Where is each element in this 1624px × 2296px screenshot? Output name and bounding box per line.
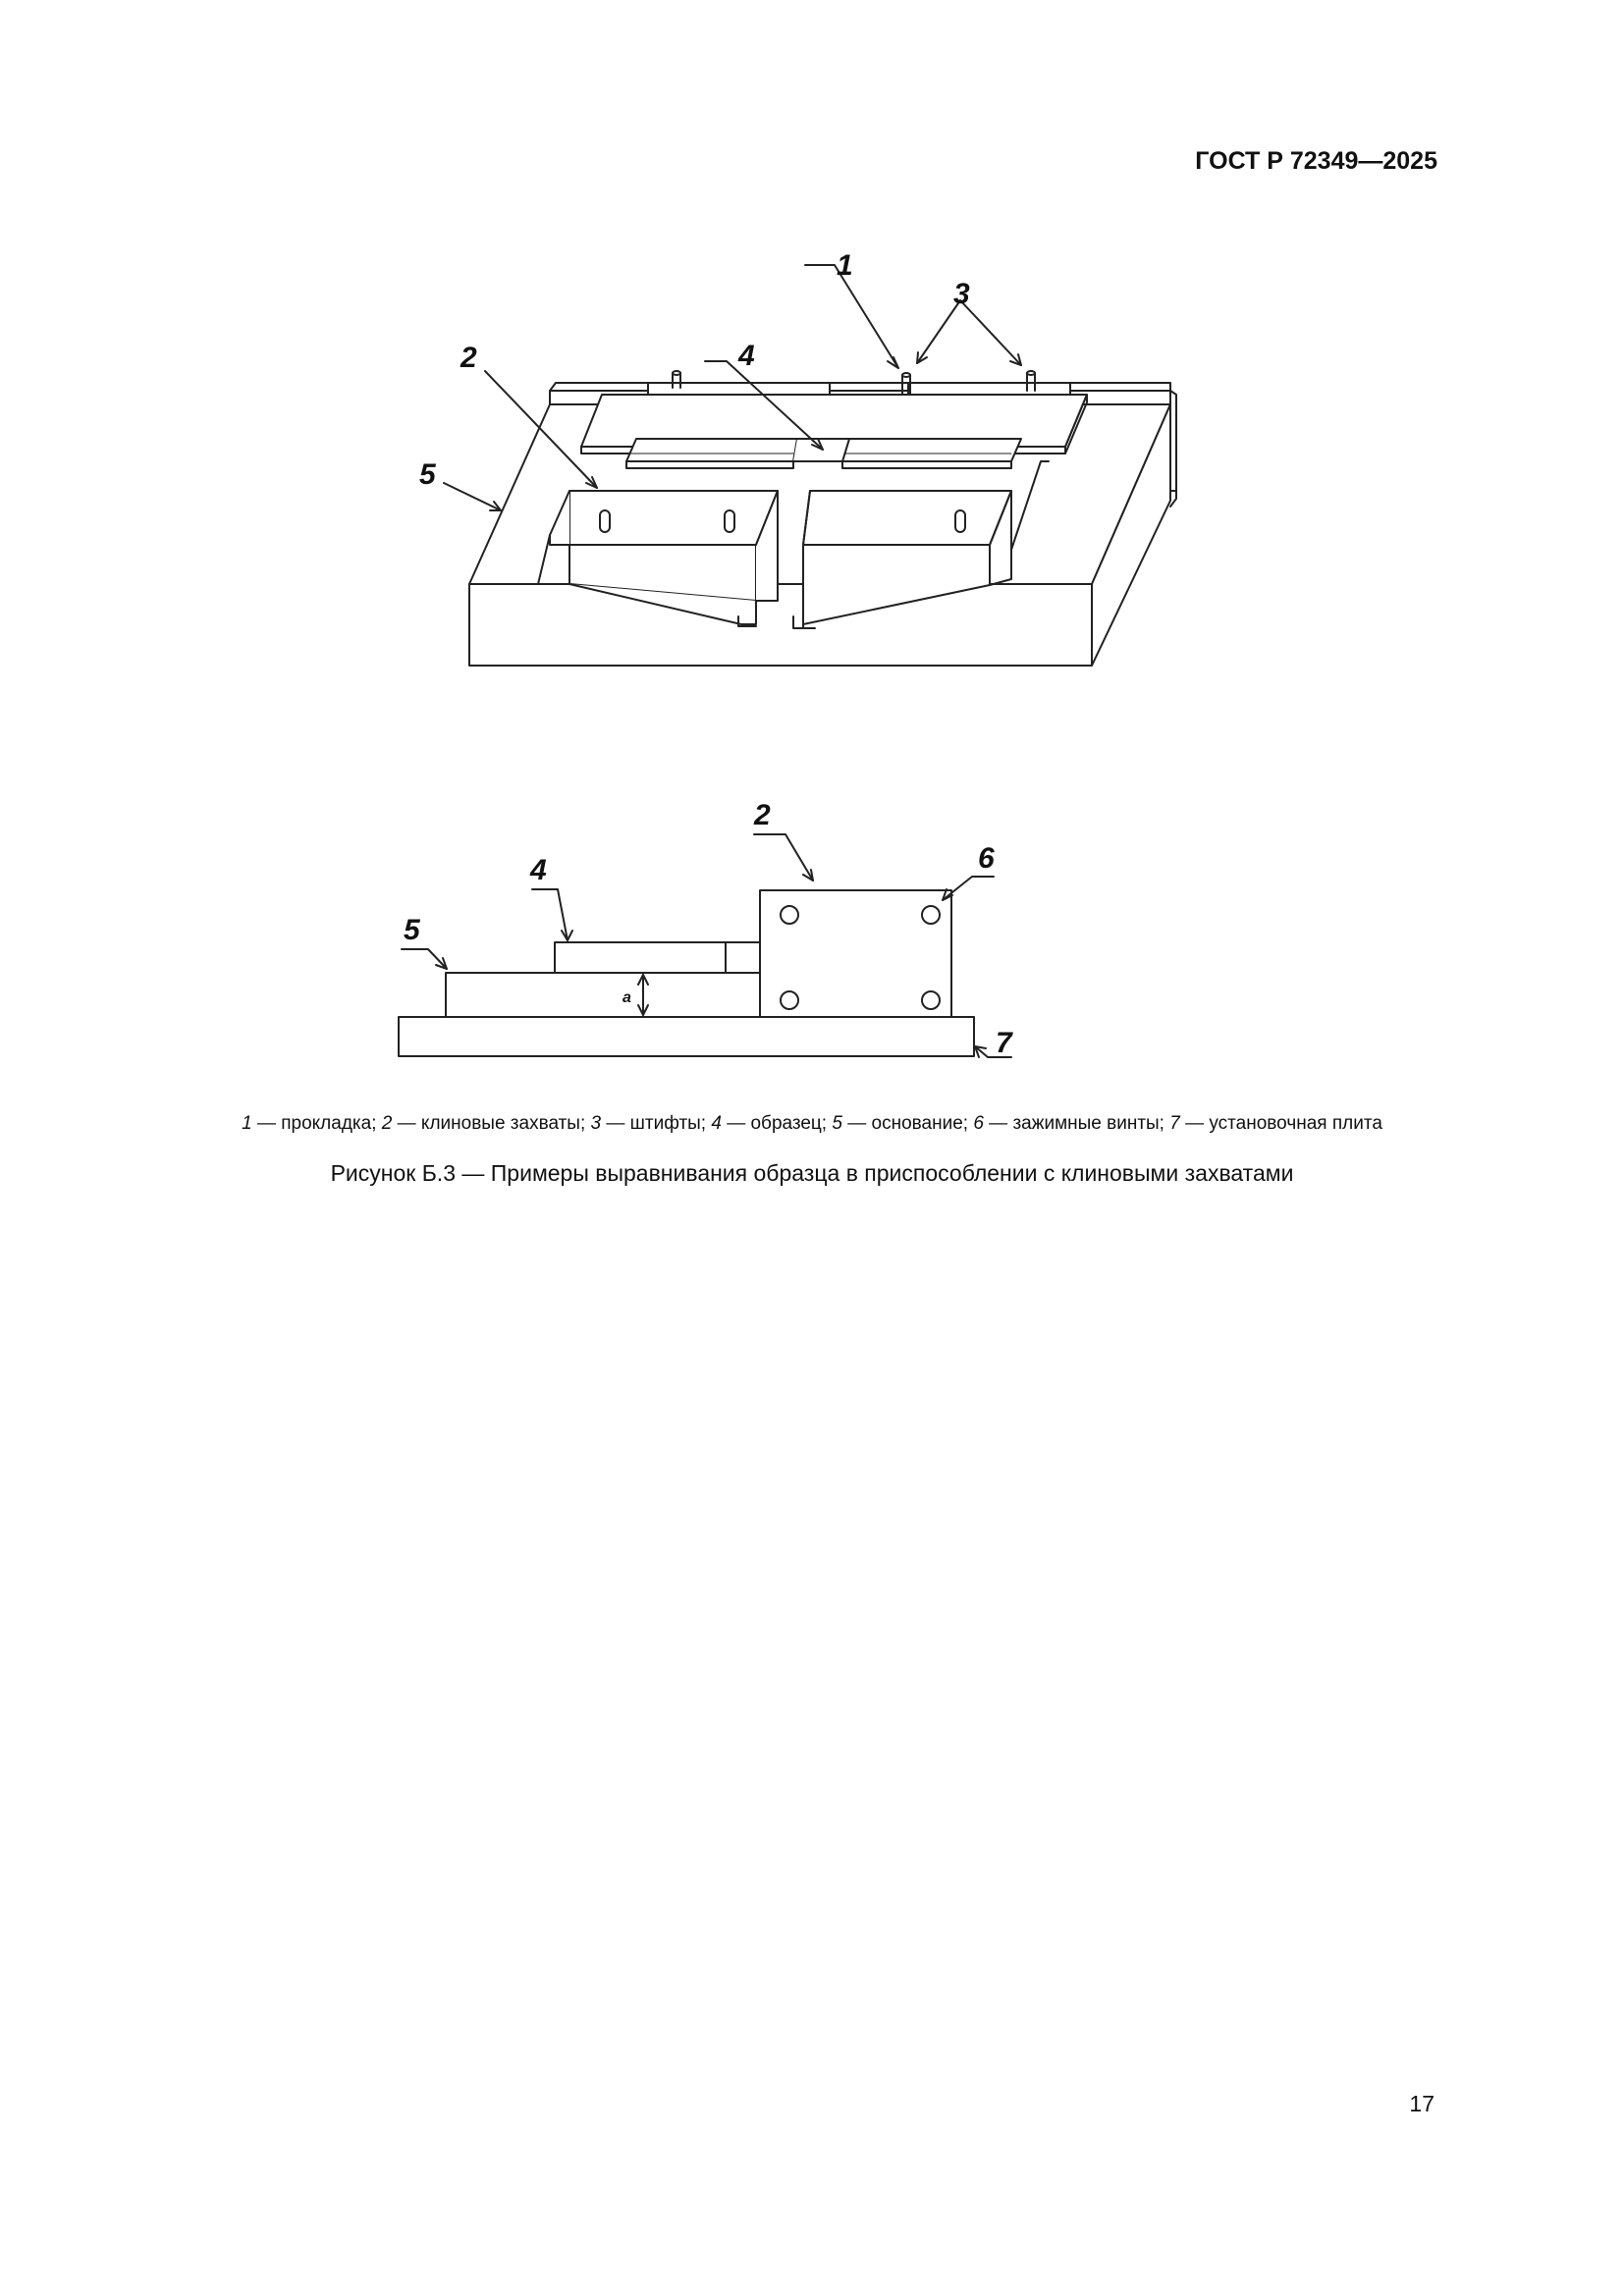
legend-text: — зажимные винты;: [983, 1113, 1170, 1134]
legend-num: 4: [711, 1113, 722, 1134]
page-number: 17: [1409, 2091, 1435, 2116]
side-label-4: 4: [530, 854, 547, 886]
top-label-1: 1: [837, 249, 853, 282]
legend-num: 3: [590, 1113, 602, 1134]
figure-caption: Рисунок Б.3 — Примеры выравнивания образца в приспособлении с клиновыми захватами: [330, 1160, 1294, 1186]
dimension-a-label: a: [623, 989, 631, 1006]
figure-b3: [0, 0, 1624, 1119]
mounting-plate: [399, 1017, 974, 1056]
legend-text: — прокладка;: [251, 1113, 382, 1134]
side-label-5: 5: [404, 914, 420, 946]
legend-num: 7: [1169, 1113, 1180, 1134]
side-label-6: 6: [978, 842, 995, 875]
legend-text: — основание;: [841, 1113, 974, 1134]
side-label-2: 2: [754, 799, 771, 831]
side-base: [446, 973, 760, 1017]
legend-text: — установочная плита: [1179, 1113, 1382, 1134]
top-label-2: 2: [460, 342, 477, 374]
legend-num: 1: [242, 1113, 252, 1134]
legend-text: — клиновые захваты;: [392, 1113, 591, 1134]
top-label-3: 3: [953, 278, 970, 310]
legend-num: 5: [832, 1113, 842, 1134]
legend-text: — образец;: [721, 1113, 833, 1134]
top-label-4: 4: [738, 340, 755, 372]
side-label-7: 7: [996, 1027, 1012, 1059]
top-label-5: 5: [419, 458, 436, 491]
side-specimen: [555, 942, 726, 973]
legend-text: — штифты;: [601, 1113, 712, 1134]
isometric-fixture-view: [469, 371, 1176, 666]
legend-num: 2: [381, 1113, 393, 1134]
figure-legend: [0, 1113, 1624, 1135]
legend-num: 6: [973, 1113, 984, 1134]
side-fixture-view: [399, 890, 974, 1056]
document-header: ГОСТ Р 72349—2025: [1195, 147, 1437, 175]
figure-drawing: [0, 0, 1624, 1119]
